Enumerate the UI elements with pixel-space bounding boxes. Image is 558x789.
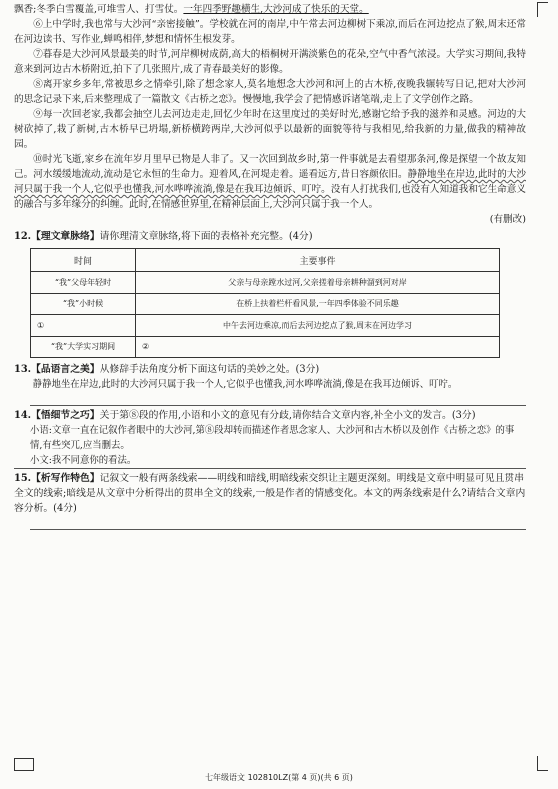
question-tag: 【理文章脉络】 <box>31 231 100 242</box>
passage-paragraph-5-end <box>14 2 526 17</box>
corner-mark-bottom-left <box>14 758 34 771</box>
passage-text: 没有人打扰我们,也没有人知道我和它生命意义的融合与多年缘分的纠缠。此时,在情感世界里,在精神层面上,大沙河只属于我一个人。 <box>14 184 526 210</box>
question-number: 13. <box>14 364 32 375</box>
question-tag: 【析写作特色】 <box>31 473 100 484</box>
table-header-events: 主要事件 <box>136 249 500 272</box>
table-cell-time: “我”父母年轻时 <box>31 272 136 294</box>
answer-line[interactable] <box>30 392 526 406</box>
question-15 <box>14 471 526 516</box>
table-row <box>31 336 500 358</box>
question-tag: 【悟细节之巧】 <box>31 410 100 421</box>
underlined-sentence: 一年四季野趣横生,大沙河成了快乐的天堂。 <box>183 4 369 15</box>
question-13 <box>14 362 526 377</box>
question-number: 15. <box>14 473 32 484</box>
question-text: 记叙文一般有两条线索——明线和暗线,明暗线索交织让主题更深刻。明线是文章中明显可见且贯串全文的线索;暗线是从文章中分析得出的贯串全文的线索,一般是作者的情感变化。本文的两条线索是什么?请结合文章内容分析。(4分) <box>14 473 526 514</box>
edit-note: (有删改) <box>489 214 526 225</box>
table-header-row <box>31 249 500 272</box>
table-row <box>31 315 500 337</box>
table-cell-blank-1[interactable]: ① <box>31 315 136 337</box>
passage-paragraph-10 <box>14 152 526 212</box>
exam-page <box>14 2 526 532</box>
question-number: 12. <box>14 231 32 242</box>
table-row <box>31 272 500 294</box>
question-text: 从修辞手法角度分析下面这句话的美妙之处。(3分) <box>99 364 320 375</box>
question-12 <box>14 229 526 244</box>
table-header-time: 时间 <box>31 249 136 272</box>
table-cell-time: “我”大学实习期间 <box>31 336 136 358</box>
question-text: 关于第⑧段的作用,小语和小文的意见有分歧,请你结合文章内容,补全小文的发言。(3分) <box>99 410 476 421</box>
question-14 <box>14 408 526 423</box>
table-cell-time: “我”小时候 <box>31 293 136 315</box>
table-row <box>31 293 500 315</box>
xiaoyu-statement: 小语:文章一直在记叙作者眼中的大沙河,第⑧段却转而描述作者思念家人、大沙河和古木桥以及创作《古桥之恋》的事情,有些突兀,应当删去。 <box>30 425 515 451</box>
answer-line[interactable] <box>30 516 526 530</box>
table-cell-blank-2[interactable]: ② <box>136 336 500 358</box>
passage-text: 飘香;冬季白雪覆盖,可堆雪人、打雪仗。 <box>14 4 184 15</box>
table-cell-event: 在桥上扶着栏杆看风景,一年四季体验不同乐趣 <box>136 293 500 315</box>
timeline-table <box>30 248 500 358</box>
question-text: 请你理清文章脉络,将下面的表格补充完整。(4分) <box>99 231 313 242</box>
passage-paragraph-9: ⑨每一次回老家,我都会抽空儿去河边走走,回忆少年时在这里度过的美好时光,感谢它给予我的滋养和灵感。河边的大树砍掉了,栽了新树,古木桥早已坍塌,新桥横跨两岸,大沙河似乎以最新的面貌等待与我相见,给我新的力量,做我的精神故园。 <box>14 109 526 150</box>
wavy-underlined-sentence: 静静地坐在岸边,此时的大沙河只属于我一个人,它似乎也懂我,河水哗哗流淌,像是在我耳边倾诉、叮咛。 <box>14 169 526 195</box>
question-tag: 【品语言之美】 <box>31 364 100 375</box>
table-cell-event: 父亲与母亲蹚水过河,父亲搓着母亲耕种溜到河对岸 <box>136 272 500 294</box>
xiaowen-statement[interactable]: 小文:我不同意你的看法。 <box>14 453 526 469</box>
passage-paragraph-6: ⑥上中学时,我也常与大沙河“亲密接触”。学校就在河的南岸,中午常去河边柳树下乘凉,而后在河边挖点了猴,周末还常在河边读书、写作业,蝉鸣相伴,梦想和情怀生根发芽。 <box>14 19 526 45</box>
passage-paragraph-7: ⑦暮春是大沙河风景最美的时节,河岸柳树成荫,高大的梧桐树开满淡紫色的花朵,空气中香气浓浸。大学实习期间,我特意来到河边古木桥附近,拍下了几张照片,成了青春最美好的影像。 <box>14 49 526 75</box>
quoted-sentence: 静静地坐在岸边,此时的大沙河只属于我一个人,它似乎也懂我,河水哗哗流淌,像是在我耳边倾诉、叮咛。 <box>32 379 458 390</box>
passage-text: ⑩时光飞逝,家乡在流年岁月里早已物是人非了。又一次回到故乡时,第一件事就是去看望那条河,像是探望一个故友知己。河水缓缓地流动,流动是它永恒的生命力。迎着风,在河堤走着。遥看远方,昔日容颜依旧。 <box>14 154 526 180</box>
corner-mark-bottom-right <box>537 756 548 771</box>
corner-mark-top-right <box>537 2 548 17</box>
question-number: 14. <box>14 410 32 421</box>
passage-paragraph-8: ⑧离开家乡多年,常被思乡之情牵引,除了想念家人,莫名地想念大沙河和河上的古木桥,夜晚我辗转写日记,把对大沙河的思念记录下来,后来整理成了一篇散文《古桥之恋》。慢慢地,我学会了把情感诉诸笔端,走上了文学创作之路。 <box>14 79 526 105</box>
page-footer: 七年级语文 102810LZ(第 4 页)(共 6 页) <box>205 773 353 782</box>
table-cell-event: 中午去河边乘凉,而后去河边挖点了猴,周末在河边学习 <box>136 315 500 337</box>
